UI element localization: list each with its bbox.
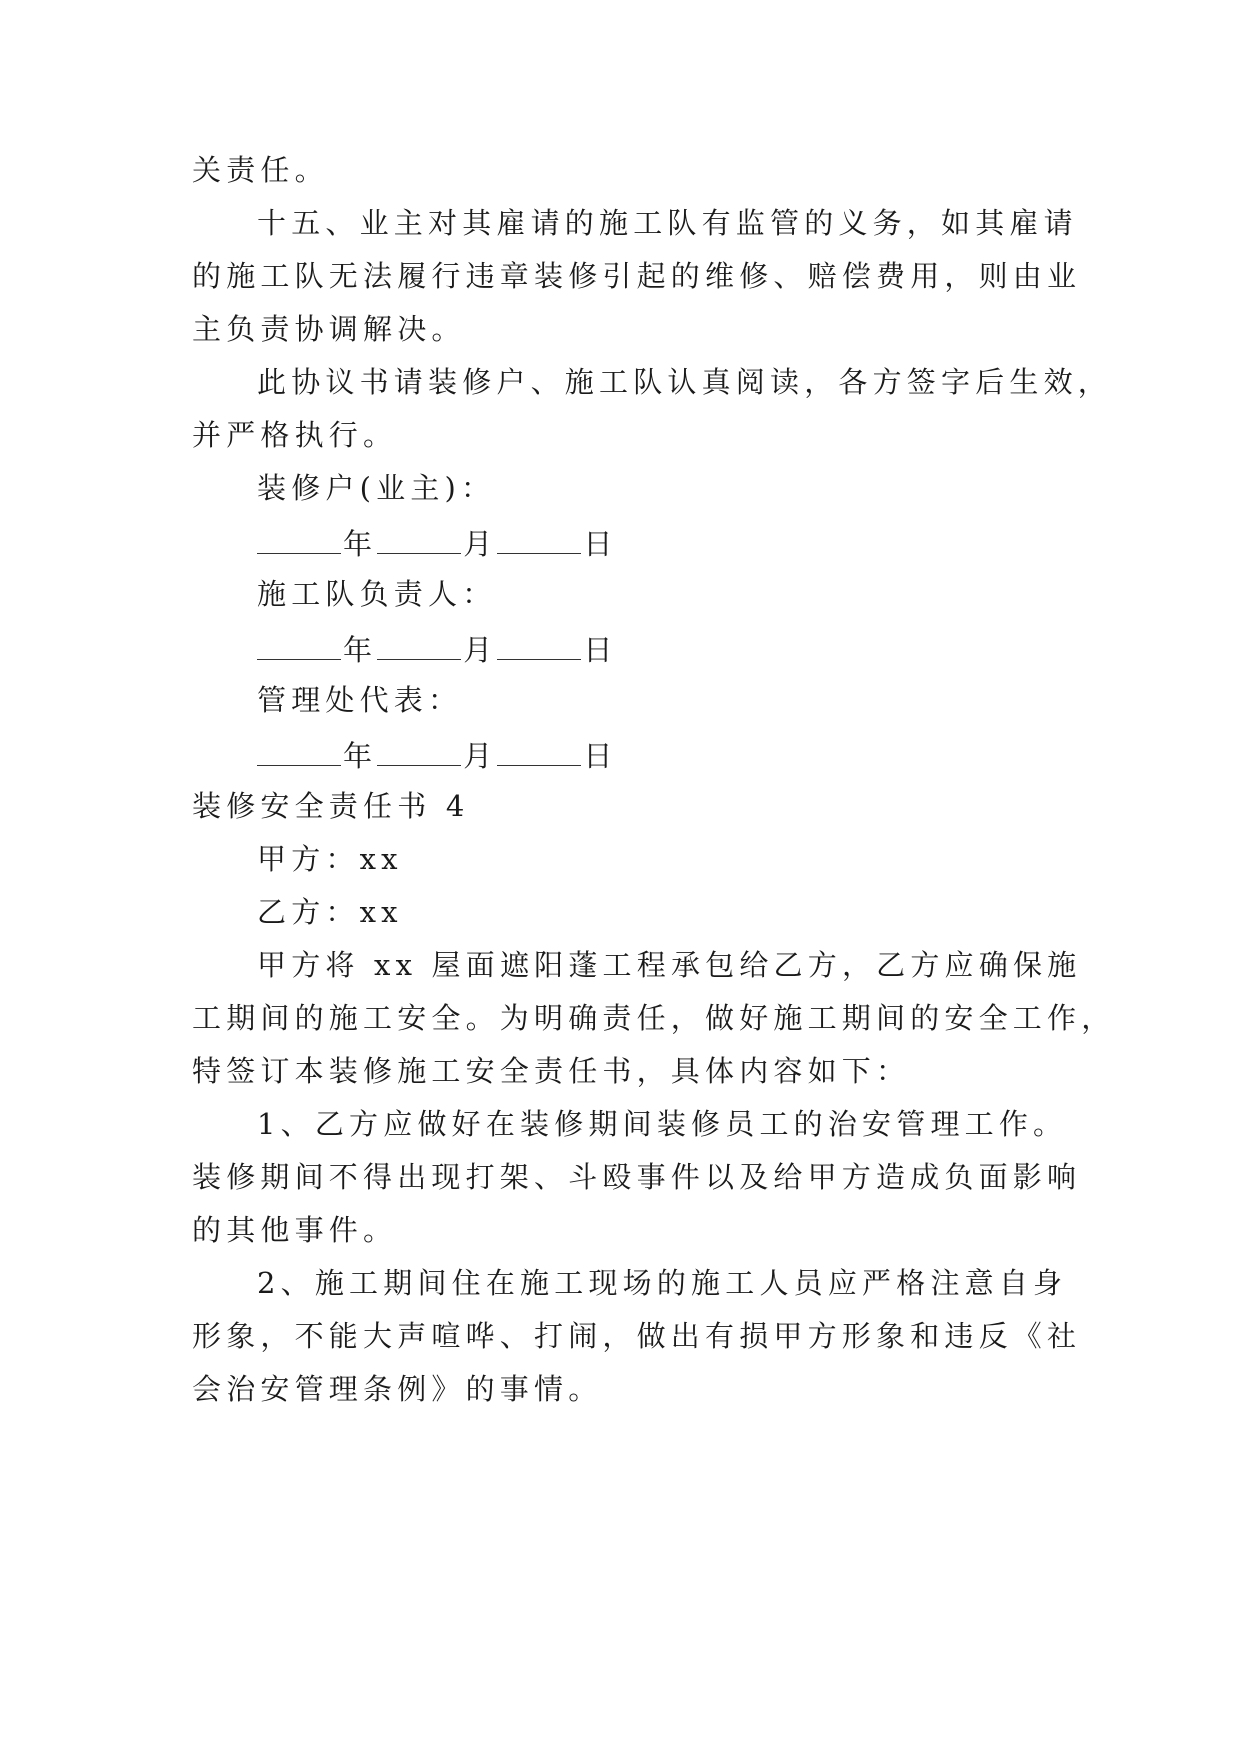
date-line-management [257, 735, 618, 774]
year-unit: 年 [343, 739, 378, 773]
section-title: 装修安全责任书 4 [192, 789, 470, 823]
clause-1-line: 1、乙方应做好在装修期间装修员工的治安管理工作。 [257, 1107, 1068, 1141]
blank-year [257, 523, 341, 554]
year-unit: 年 [343, 527, 378, 561]
clause-1-line: 的其他事件。 [192, 1213, 398, 1247]
agreement-note-line: 并严格执行。 [192, 418, 398, 452]
party-b-line: 乙方：xx [257, 895, 403, 929]
blank-day [497, 629, 581, 660]
signature-label-owner: 装修户(业主)： [257, 471, 496, 505]
blank-year [257, 629, 341, 660]
intro-line: 特签订本装修施工安全责任书，具体内容如下： [192, 1054, 911, 1088]
month-unit: 月 [463, 527, 498, 561]
day-unit: 日 [583, 739, 618, 773]
clause-15-line: 十五、业主对其雇请的施工队有监管的义务，如其雇请 [257, 206, 1078, 240]
month-unit: 月 [463, 739, 498, 773]
clause-15-line: 的施工队无法履行违章装修引起的维修、赔偿费用，则由业 [192, 259, 1082, 293]
blank-day [497, 735, 581, 766]
blank-month [377, 629, 461, 660]
signature-label-management: 管理处代表： [257, 683, 463, 717]
clause-1-line: 装修期间不得出现打架、斗殴事件以及给甲方造成负面影响 [192, 1160, 1082, 1194]
day-unit: 日 [583, 527, 618, 561]
paragraph-line: 关责任。 [192, 153, 329, 187]
clause-15-line: 主负责协调解决。 [192, 312, 466, 346]
clause-2-line: 2、施工期间住在施工现场的施工人员应严格注意自身 [257, 1266, 1068, 1300]
month-unit: 月 [463, 633, 498, 667]
party-a-line: 甲方：xx [257, 842, 403, 876]
signature-label-contractor: 施工队负责人： [257, 577, 497, 611]
clause-2-line: 形象，不能大声喧哗、打闹，做出有损甲方形象和违反《社 [192, 1319, 1082, 1353]
intro-line: 甲方将 xx 屋面遮阳蓬工程承包给乙方，乙方应确保施 [257, 948, 1082, 982]
blank-year [257, 735, 341, 766]
agreement-note-line: 此协议书请装修户、施工队认真阅读，各方签字后生效， [257, 365, 1113, 399]
date-line-owner [257, 523, 618, 562]
blank-day [497, 523, 581, 554]
blank-month [377, 735, 461, 766]
intro-line: 工期间的施工安全。为明确责任，做好施工期间的安全工作， [192, 1001, 1116, 1035]
blank-month [377, 523, 461, 554]
date-line-contractor [257, 629, 618, 668]
year-unit: 年 [343, 633, 378, 667]
day-unit: 日 [583, 633, 618, 667]
clause-2-line: 会治安管理条例》的事情。 [192, 1372, 603, 1406]
